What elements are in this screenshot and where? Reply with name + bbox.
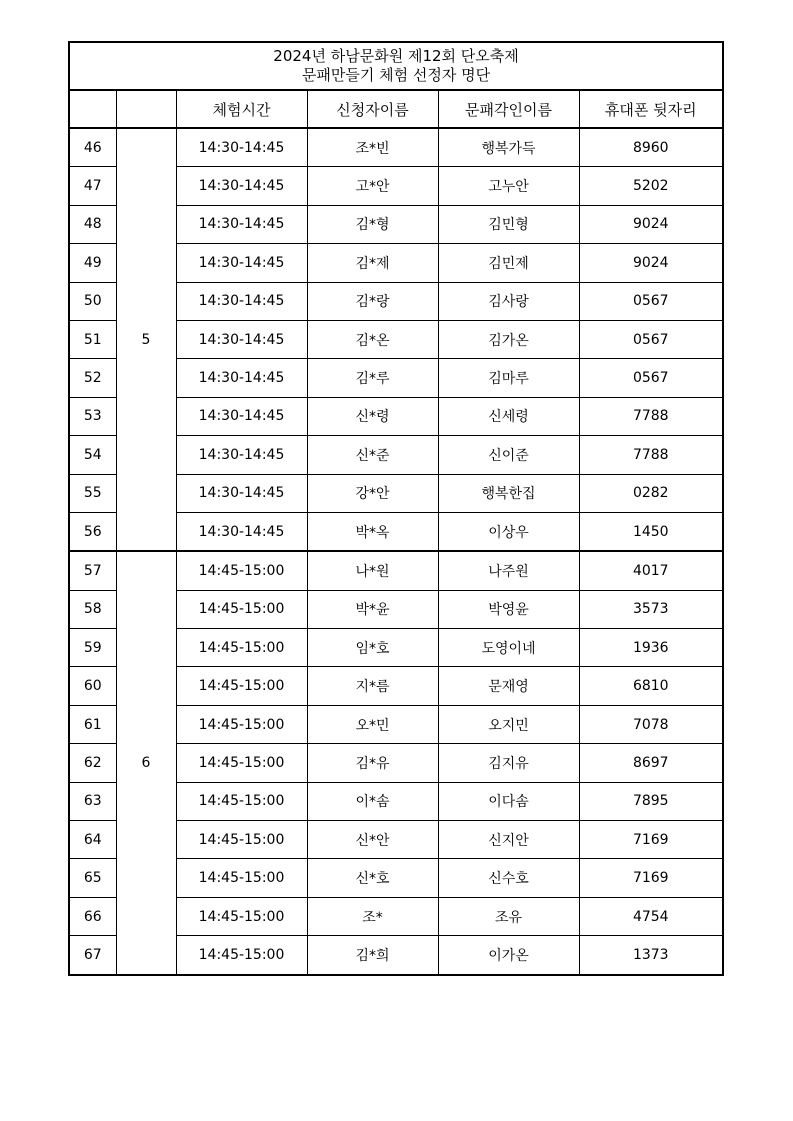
applicant-name-cell: 김*온 <box>307 320 438 358</box>
engraving-name-cell: 이가온 <box>438 936 579 975</box>
time-cell: 14:30-14:45 <box>176 282 307 320</box>
engraving-name-cell: 김마루 <box>438 359 579 397</box>
row-number-cell: 55 <box>69 474 116 512</box>
row-number-cell: 61 <box>69 705 116 743</box>
row-number-cell: 67 <box>69 936 116 975</box>
engraving-name-cell: 문재영 <box>438 667 579 705</box>
engraving-name-cell: 신지안 <box>438 821 579 859</box>
time-cell: 14:45-15:00 <box>176 782 307 820</box>
engraving-name-cell: 신이준 <box>438 436 579 474</box>
phone-last-digits-cell: 3573 <box>579 590 723 628</box>
row-number-cell: 48 <box>69 205 116 243</box>
time-cell: 14:45-15:00 <box>176 897 307 935</box>
time-cell: 14:30-14:45 <box>176 397 307 435</box>
phone-last-digits-cell: 7895 <box>579 782 723 820</box>
time-cell: 14:45-15:00 <box>176 629 307 667</box>
applicant-name-cell: 나*원 <box>307 551 438 590</box>
phone-last-digits-cell: 1936 <box>579 629 723 667</box>
applicant-name-cell: 김*형 <box>307 205 438 243</box>
applicant-name-cell: 오*민 <box>307 705 438 743</box>
row-number-cell: 51 <box>69 320 116 358</box>
phone-last-digits-cell: 7169 <box>579 821 723 859</box>
col-header-phone: 휴대폰 뒷자리 <box>579 90 723 128</box>
applicant-name-cell: 신*호 <box>307 859 438 897</box>
document-title <box>69 42 723 90</box>
time-cell: 14:30-14:45 <box>176 320 307 358</box>
table-row <box>69 128 723 167</box>
row-number-cell: 63 <box>69 782 116 820</box>
engraving-name-cell: 오지민 <box>438 705 579 743</box>
col-header-engraving: 문패각인이름 <box>438 90 579 128</box>
time-cell: 14:45-15:00 <box>176 859 307 897</box>
table-row <box>69 551 723 590</box>
time-cell: 14:30-14:45 <box>176 167 307 205</box>
row-number-cell: 47 <box>69 167 116 205</box>
time-cell: 14:30-14:45 <box>176 474 307 512</box>
title-line-1: 2024년 하남문화원 제12회 단오축제 <box>273 47 519 65</box>
engraving-name-cell: 조유 <box>438 897 579 935</box>
row-number-cell: 66 <box>69 897 116 935</box>
row-number-cell: 49 <box>69 244 116 282</box>
time-cell: 14:30-14:45 <box>176 244 307 282</box>
applicant-name-cell: 신*안 <box>307 821 438 859</box>
phone-last-digits-cell: 1450 <box>579 512 723 551</box>
row-number-cell: 56 <box>69 512 116 551</box>
applicant-name-cell: 이*솜 <box>307 782 438 820</box>
phone-last-digits-cell: 5202 <box>579 167 723 205</box>
applicant-name-cell: 김*희 <box>307 936 438 975</box>
time-cell: 14:30-14:45 <box>176 359 307 397</box>
applicant-name-cell: 박*옥 <box>307 512 438 551</box>
phone-last-digits-cell: 9024 <box>579 205 723 243</box>
applicant-name-cell: 김*랑 <box>307 282 438 320</box>
applicant-name-cell: 김*제 <box>307 244 438 282</box>
time-cell: 14:45-15:00 <box>176 590 307 628</box>
phone-last-digits-cell: 0567 <box>579 359 723 397</box>
row-number-cell: 60 <box>69 667 116 705</box>
engraving-name-cell: 도영이네 <box>438 629 579 667</box>
applicant-name-cell: 임*호 <box>307 629 438 667</box>
phone-last-digits-cell: 8697 <box>579 744 723 782</box>
row-number-cell: 53 <box>69 397 116 435</box>
engraving-name-cell: 김가온 <box>438 320 579 358</box>
time-cell: 14:45-15:00 <box>176 821 307 859</box>
applicant-name-cell: 고*안 <box>307 167 438 205</box>
row-number-cell: 59 <box>69 629 116 667</box>
row-number-cell: 46 <box>69 128 116 167</box>
selection-roster-table <box>68 41 724 976</box>
col-header-group <box>116 90 176 128</box>
engraving-name-cell: 김민형 <box>438 205 579 243</box>
phone-last-digits-cell: 9024 <box>579 244 723 282</box>
engraving-name-cell: 고누안 <box>438 167 579 205</box>
engraving-name-cell: 이다솜 <box>438 782 579 820</box>
row-number-cell: 65 <box>69 859 116 897</box>
time-cell: 14:30-14:45 <box>176 512 307 551</box>
row-number-cell: 54 <box>69 436 116 474</box>
col-header-applicant: 신청자이름 <box>307 90 438 128</box>
session-group-cell: 5 <box>116 128 176 551</box>
row-number-cell: 64 <box>69 821 116 859</box>
phone-last-digits-cell: 0282 <box>579 474 723 512</box>
phone-last-digits-cell: 7788 <box>579 436 723 474</box>
engraving-name-cell: 박영윤 <box>438 590 579 628</box>
time-cell: 14:45-15:00 <box>176 936 307 975</box>
applicant-name-cell: 신*령 <box>307 397 438 435</box>
applicant-name-cell: 조* <box>307 897 438 935</box>
phone-last-digits-cell: 0567 <box>579 320 723 358</box>
time-cell: 14:30-14:45 <box>176 436 307 474</box>
engraving-name-cell: 김민제 <box>438 244 579 282</box>
applicant-name-cell: 강*안 <box>307 474 438 512</box>
engraving-name-cell: 김지유 <box>438 744 579 782</box>
phone-last-digits-cell: 6810 <box>579 667 723 705</box>
time-cell: 14:30-14:45 <box>176 205 307 243</box>
applicant-name-cell: 김*유 <box>307 744 438 782</box>
row-number-cell: 62 <box>69 744 116 782</box>
applicant-name-cell: 김*루 <box>307 359 438 397</box>
engraving-name-cell: 행복가득 <box>438 128 579 167</box>
col-header-time: 체험시간 <box>176 90 307 128</box>
phone-last-digits-cell: 7169 <box>579 859 723 897</box>
engraving-name-cell: 나주원 <box>438 551 579 590</box>
phone-last-digits-cell: 1373 <box>579 936 723 975</box>
engraving-name-cell: 행복한집 <box>438 474 579 512</box>
time-cell: 14:45-15:00 <box>176 744 307 782</box>
row-number-cell: 58 <box>69 590 116 628</box>
phone-last-digits-cell: 4017 <box>579 551 723 590</box>
applicant-name-cell: 신*준 <box>307 436 438 474</box>
title-line-2: 문패만들기 체험 선정자 명단 <box>301 66 491 84</box>
phone-last-digits-cell: 8960 <box>579 128 723 167</box>
engraving-name-cell: 신수호 <box>438 859 579 897</box>
phone-last-digits-cell: 7788 <box>579 397 723 435</box>
row-number-cell: 57 <box>69 551 116 590</box>
phone-last-digits-cell: 0567 <box>579 282 723 320</box>
engraving-name-cell: 이상우 <box>438 512 579 551</box>
time-cell: 14:45-15:00 <box>176 551 307 590</box>
engraving-name-cell: 김사랑 <box>438 282 579 320</box>
phone-last-digits-cell: 7078 <box>579 705 723 743</box>
roster-body <box>69 128 723 975</box>
row-number-cell: 52 <box>69 359 116 397</box>
time-cell: 14:45-15:00 <box>176 705 307 743</box>
col-header-no <box>69 90 116 128</box>
row-number-cell: 50 <box>69 282 116 320</box>
time-cell: 14:30-14:45 <box>176 128 307 167</box>
time-cell: 14:45-15:00 <box>176 667 307 705</box>
engraving-name-cell: 신세령 <box>438 397 579 435</box>
applicant-name-cell: 박*윤 <box>307 590 438 628</box>
phone-last-digits-cell: 4754 <box>579 897 723 935</box>
applicant-name-cell: 지*름 <box>307 667 438 705</box>
applicant-name-cell: 조*빈 <box>307 128 438 167</box>
column-header-row <box>69 90 723 128</box>
session-group-cell: 6 <box>116 551 176 974</box>
